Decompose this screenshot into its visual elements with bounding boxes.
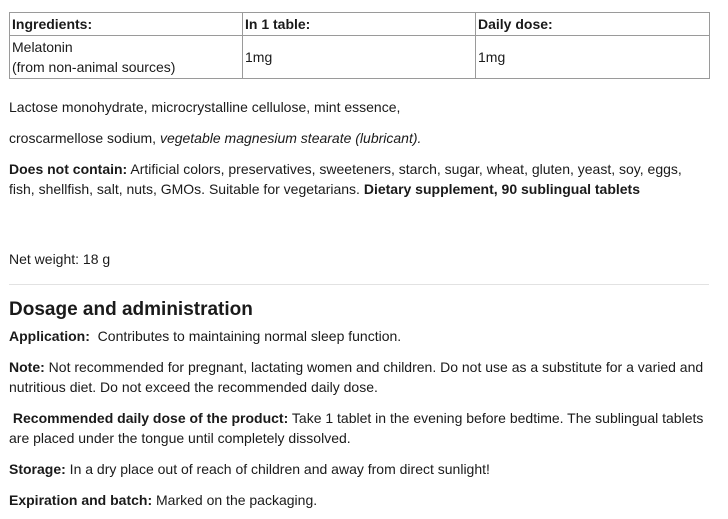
header-daily-dose: Daily dose: <box>476 13 710 36</box>
storage <box>9 459 709 479</box>
note-text: Not recommended for pregnant, lactating women and children. Do not use as a substitute for a varied and nutritious diet. Do not exceed the recommended daily dose. <box>9 359 704 395</box>
ingredient-name <box>10 36 243 79</box>
ingredient-daily: 1mg <box>476 36 710 79</box>
application-label: Application: <box>9 328 90 344</box>
does-not-contain-label: Does not contain: <box>9 161 128 177</box>
other-ingredients-line1: Lactose monohydrate, microcrystalline cellulose, mint essence, <box>9 99 401 115</box>
other-ingredients-plain: croscarmellose sodium, <box>9 130 160 146</box>
net-weight: Net weight: 18 g <box>9 251 111 267</box>
supplement-description: Dietary supplement, 90 sublingual tablets <box>363 181 641 197</box>
note <box>9 357 709 397</box>
other-ingredients-line2 <box>9 128 709 148</box>
ingredient-name-line2: (from non-animal sources) <box>12 59 176 75</box>
note-label: Note: <box>9 359 45 375</box>
section-divider <box>9 284 709 285</box>
storage-text: In a dry place out of reach of children and away from direct sunlight! <box>65 461 490 477</box>
ingredients-table <box>9 12 710 79</box>
application-text: Contributes to maintaining normal sleep function. <box>89 328 402 344</box>
dosage-heading: Dosage and administration <box>9 299 253 320</box>
does-not-contain-text: Artificial colors, preservatives, sweeteners, starch, sugar, wheat, gluten, yeast, soy, eggs, fish, shellfish, salt, nuts, GMOs. Suitable for vegetarians. <box>9 161 682 197</box>
ingredient-per-tablet: 1mg <box>243 36 476 79</box>
product-info-page <box>9 12 709 510</box>
ingredient-name-line1: Melatonin <box>12 39 73 55</box>
does-not-contain <box>9 159 709 199</box>
expiration-text: Marked on the packaging. <box>152 492 318 508</box>
recommended-dose <box>9 408 709 448</box>
expiration-label: Expiration and batch: <box>9 492 153 508</box>
expiration <box>9 490 709 510</box>
storage-label: Storage: <box>9 461 66 477</box>
application <box>9 326 709 346</box>
table-header-row <box>10 13 710 36</box>
header-per-tablet: In 1 table: <box>243 13 476 36</box>
recommended-dose-text: Take 1 tablet in the evening before bedtime. The sublingual tablets are placed under the tongue until completely dissolved. <box>9 410 704 446</box>
other-ingredients-italic: vegetable magnesium stearate (lubricant). <box>159 130 422 146</box>
table-row <box>10 36 710 79</box>
recommended-dose-label: Recommended daily dose of the product: <box>12 410 289 426</box>
header-ingredients: Ingredients: <box>10 13 243 36</box>
